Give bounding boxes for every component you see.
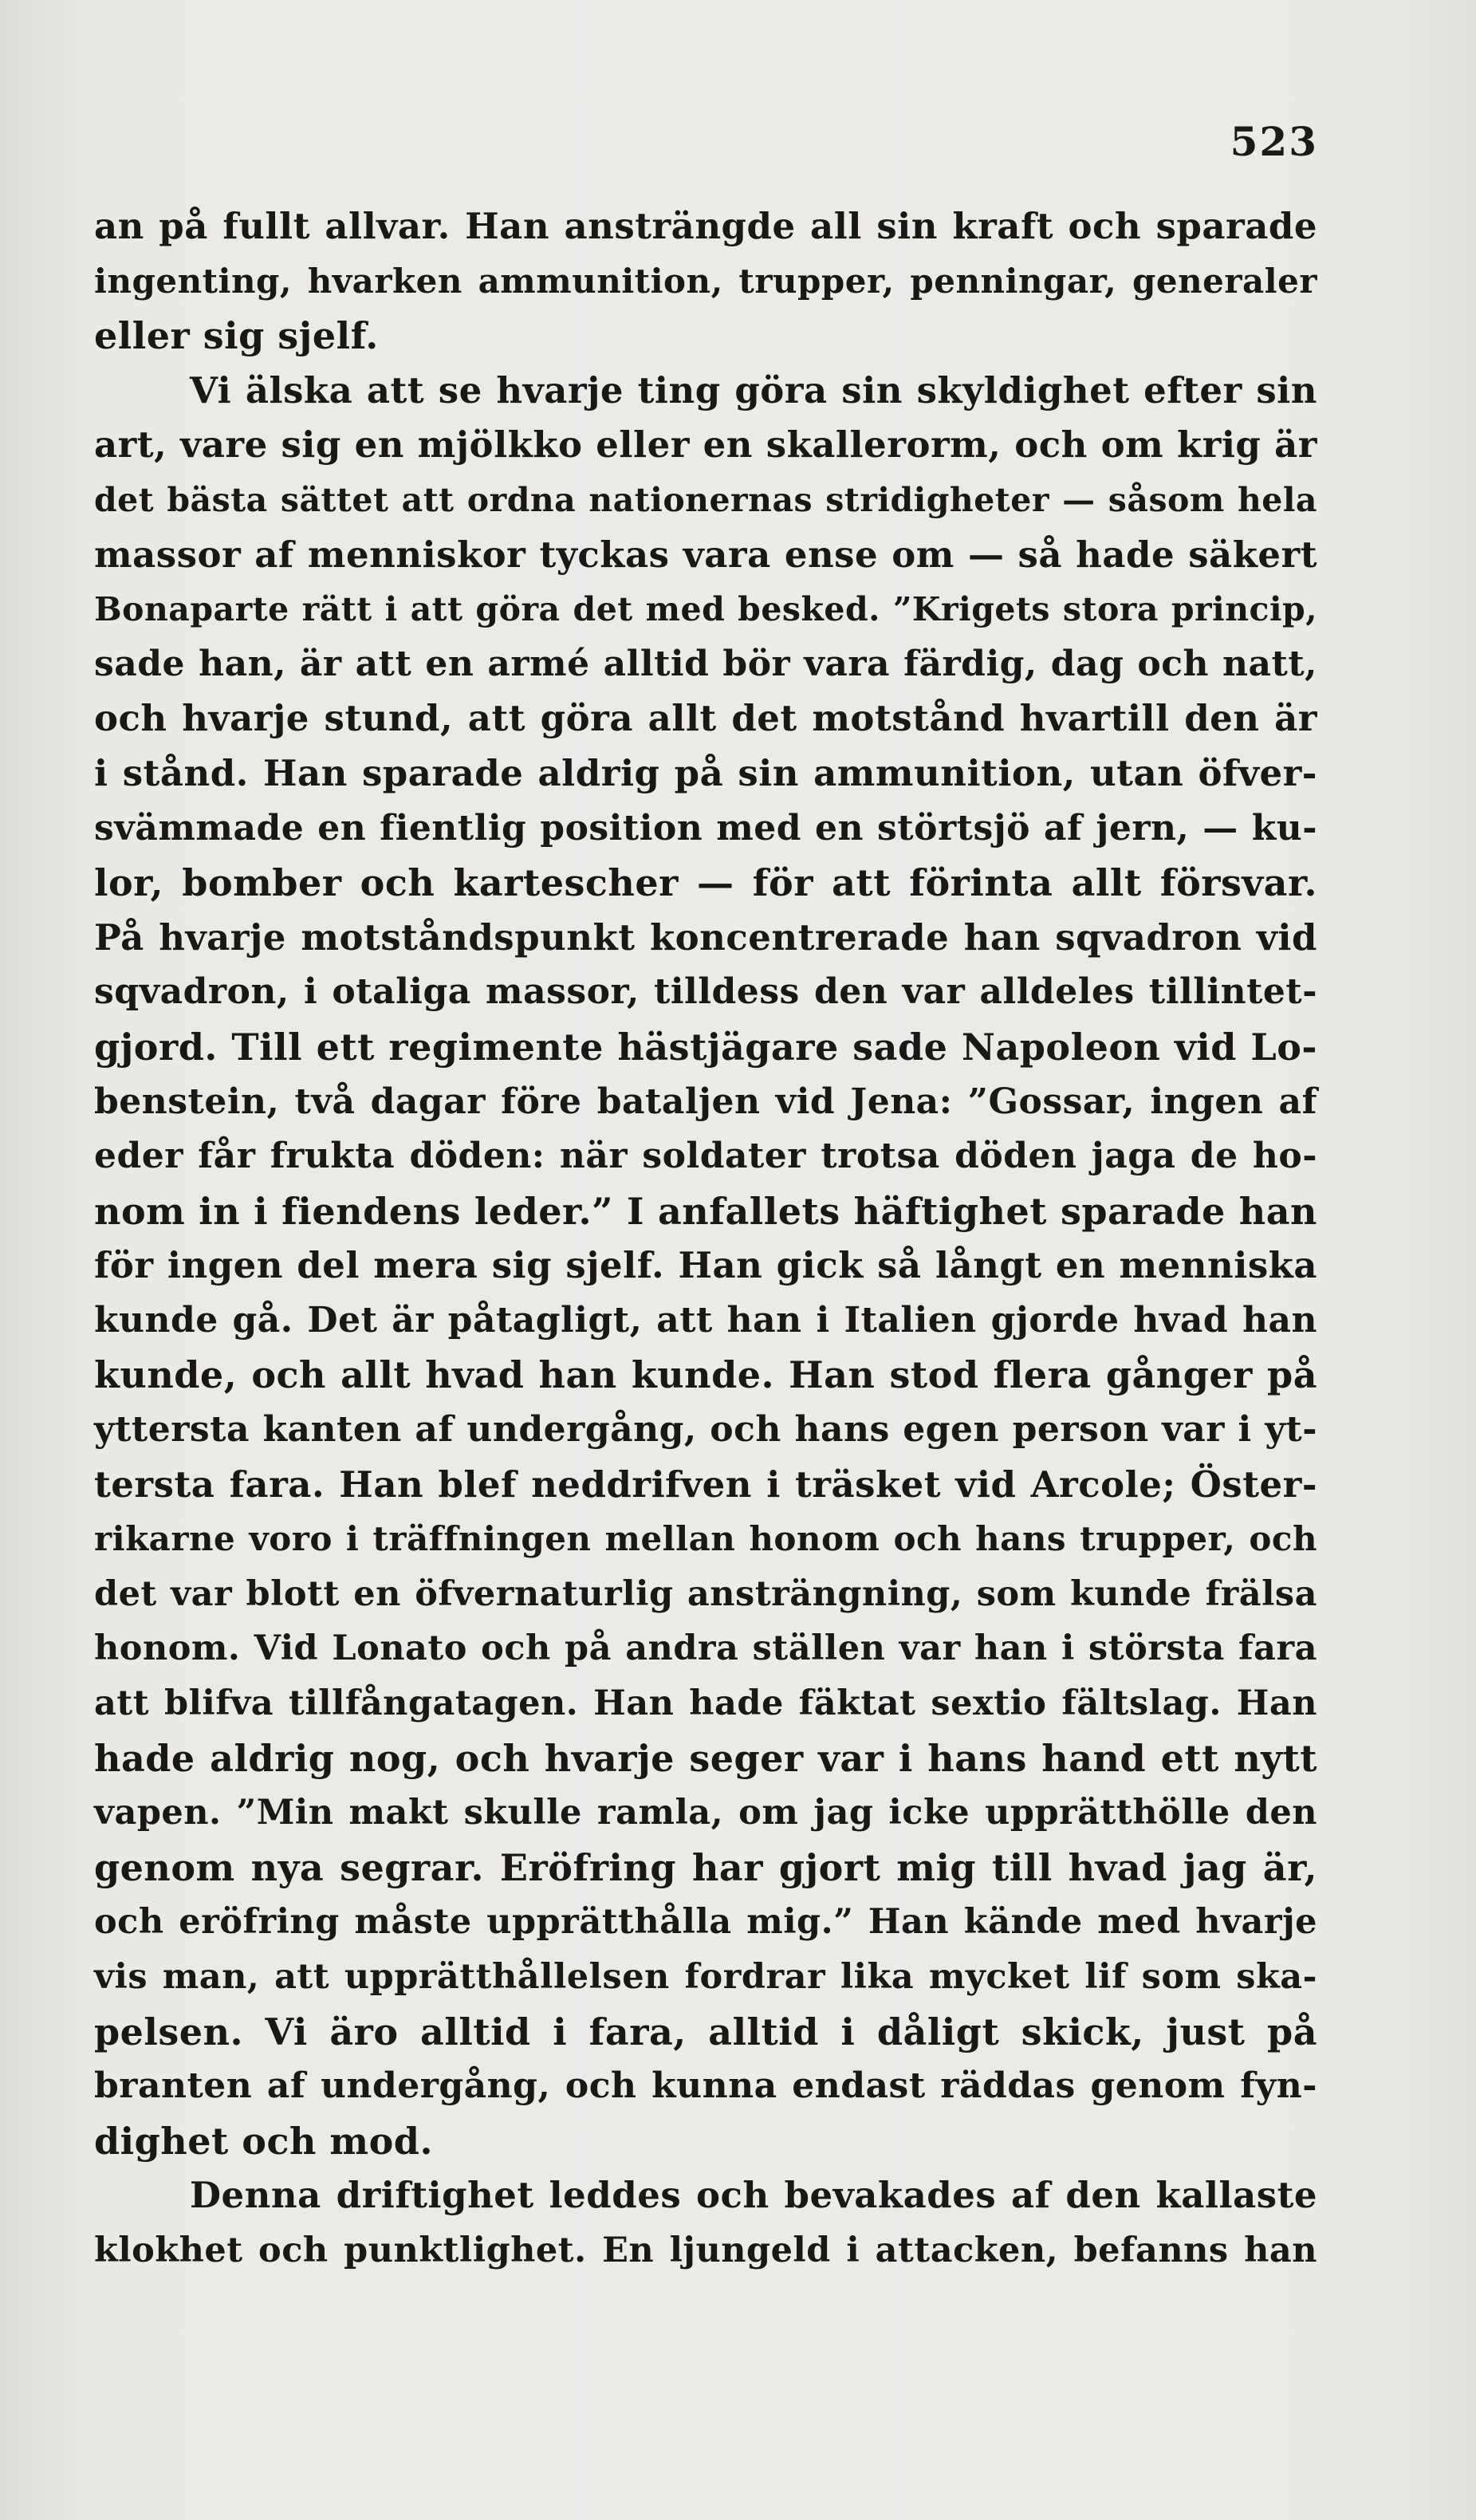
text-line: dighet och mod. bbox=[94, 2119, 433, 2163]
text-line: yttersta kanten af undergång, och hans egen person var i yt- bbox=[94, 1409, 1317, 1451]
text-line: eder får frukta döden: när soldater trotsa döden jaga de ho- bbox=[94, 1136, 1317, 1177]
text-line: och eröfring måste upprätthålla mig.” Han kände med hvarje bbox=[94, 1902, 1317, 1943]
body-text bbox=[94, 199, 1317, 2278]
text-line: vis man, att upprätthållelsen fordrar lika mycket lif som ska- bbox=[94, 1957, 1317, 1997]
text-line: det bästa sättet att ordna nationernas stridigheter — såsom hela bbox=[94, 480, 1317, 519]
text-line: branten af undergång, och kunna endast räddas genom fyn- bbox=[94, 2065, 1317, 2107]
text-line: massor af menniskor tyckas vara ense om — så hade säkert bbox=[94, 533, 1317, 576]
text-line: an på fullt allvar. Han ansträngde all sin kraft och sparade bbox=[94, 205, 1317, 247]
text-line: nom in i fiendens leder.” I anfallets häftighet sparade han bbox=[94, 1189, 1317, 1233]
text-line: Bonaparte rätt i att göra det med besked. ”Krigets stora princip, bbox=[94, 590, 1317, 629]
page-number: 523 bbox=[1230, 118, 1318, 165]
text-line: tersta fara. Han blef neddrifven i träsket vid Arcole; Öster- bbox=[94, 1463, 1317, 1506]
text-line: rikarne voro i träffningen mellan honom och hans trupper, och bbox=[94, 1519, 1317, 1559]
text-line: pelsen. Vi äro alltid i fara, alltid i dåligt skick, just på bbox=[94, 2010, 1317, 2053]
text-line: att blifva tillfångatagen. Han hade fäktat sextio fältslag. Han bbox=[94, 1683, 1317, 1724]
text-line: benstein, två dagar före bataljen vid Jena: ”Gossar, ingen af bbox=[94, 1081, 1317, 1122]
text-line: och hvarje stund, att göra allt det motstånd hvartill den är bbox=[94, 697, 1317, 740]
text-line: honom. Vid Lonato och på andra ställen var han i största fara bbox=[94, 1628, 1317, 1669]
paragraph-start-line: Vi älska att se hvarje ting göra sin skyldighet efter sin bbox=[190, 368, 1317, 411]
text-line: eller sig sjelf. bbox=[94, 314, 379, 358]
text-line: ingenting, hvarken ammunition, trupper, penningar, generaler bbox=[94, 261, 1317, 301]
text-line: hade aldrig nog, och hvarje seger var i hans hand ett nytt bbox=[94, 1736, 1317, 1780]
text-line: för ingen del mera sig sjelf. Han gick så långt en menniska bbox=[94, 1244, 1317, 1287]
text-line: svämmade en fientlig position med en störtsjö af jern, — ku- bbox=[94, 807, 1317, 849]
text-line: genom nya segrar. Eröfring har gjort mig till hvad jag är, bbox=[94, 1845, 1317, 1889]
text-line: det var blott en öfvernaturlig ansträngning, som kunde frälsa bbox=[94, 1573, 1317, 1614]
text-line: gjord. Till ett regimente hästjägare sade Napoleon vid Lo- bbox=[94, 1025, 1317, 1069]
text-line: klokhet och punktlighet. En ljungeld i attacken, befanns han bbox=[94, 2230, 1317, 2270]
text-line: lor, bomber och kartescher — för att förinta allt försvar. bbox=[94, 861, 1317, 905]
text-line: i stånd. Han sparade aldrig på sin ammunition, utan öfver- bbox=[94, 751, 1317, 794]
paragraph-start-line: Denna driftighet leddes och bevakades af den kallaste bbox=[190, 2174, 1317, 2217]
text-line: kunde gå. Det är påtagligt, att han i Italien gjorde hvad han bbox=[94, 1299, 1317, 1341]
text-line: art, vare sig en mjölkko eller en skallerorm, och om krig är bbox=[94, 423, 1317, 467]
text-line: kunde, och allt hvad han kunde. Han stod flera gånger på bbox=[94, 1353, 1317, 1397]
text-line: sade han, är att en armé alltid bör vara färdig, dag och natt, bbox=[94, 643, 1317, 684]
text-line: sqvadron, i otaliga massor, tilldess den var alldeles tillintet- bbox=[94, 971, 1317, 1013]
text-line: På hvarje motståndspunkt koncentrerade han sqvadron vid bbox=[94, 915, 1317, 959]
text-line: vapen. ”Min makt skulle ramla, om jag icke upprätthölle den bbox=[94, 1793, 1317, 1833]
